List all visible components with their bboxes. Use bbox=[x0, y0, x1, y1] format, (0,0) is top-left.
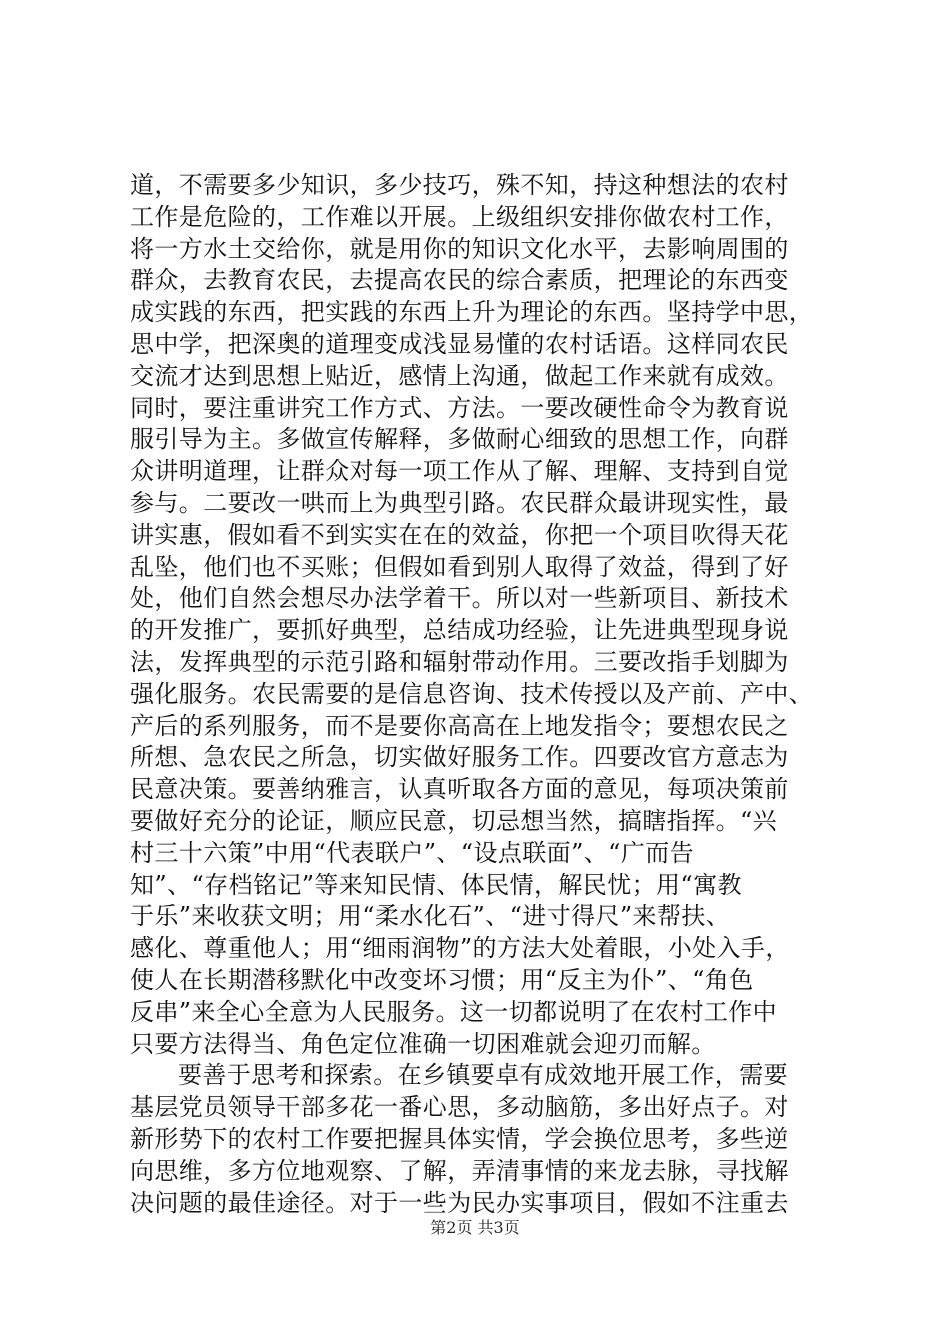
text-line: 讲实惠，假如看不到实实在在的效益，你把一个项目吹得天花 bbox=[130, 520, 789, 549]
paragraph-start-line: 要善于思考和探索。在乡镇要卓有成效地开展工作，需要 bbox=[178, 1061, 788, 1090]
text-line: 同时，要注重讲究工作方式、方法。一要改硬性命令为教育说 bbox=[130, 393, 789, 422]
text-line: 参与。二要改一哄而上为典型引路。农民群众最讲现实性，最 bbox=[130, 488, 789, 517]
text-line: 知”、“存档铭记”等来知民情、体民情，解民忧；用“寓教 bbox=[130, 870, 742, 899]
text-line: 强化服务。农民需要的是信息咨询、技术传授以及产前、产中、 bbox=[130, 679, 814, 708]
text-line: 乱坠，他们也不买账；但假如看到别人取得了效益，得到了好 bbox=[130, 552, 789, 581]
text-line: 思中学，把深奥的道理变成浅显易懂的农村话语。这样同农民 bbox=[130, 329, 789, 358]
text-line: 处，他们自然会想尽办法学着干。所以对一些新项目、新技术 bbox=[130, 584, 789, 613]
text-line: 法，发挥典型的示范引路和辐射带动作用。三要改指手划脚为 bbox=[130, 647, 789, 676]
text-line: 村三十六策”中用“代表联户”、“设点联面”、“广而告 bbox=[130, 838, 695, 867]
text-line: 道，不需要多少知识，多少技巧，殊不知，持这种想法的农村 bbox=[130, 171, 789, 199]
text-line: 民意决策。要善纳雅言，认真听取各方面的意见，每项决策前 bbox=[130, 775, 789, 804]
text-line: 反串”来全心全意为人民服务。这一切都说明了在农村工作中 bbox=[130, 997, 778, 1026]
text-line: 决问题的最佳途径。对于一些为民办实事项目，假如不注重去 bbox=[130, 1188, 789, 1217]
text-line: 基层党员领导干部多花一番心思，多动脑筋，多出好点子。对 bbox=[130, 1093, 789, 1122]
text-line: 众讲明道理，让群众对每一项工作从了解、理解、支持到自觉 bbox=[130, 457, 789, 486]
text-line: 只要方法得当、角色定位准确一切困难就会迎刃而解。 bbox=[130, 1029, 716, 1058]
text-line: 产后的系列服务，而不是要你高高在上地发指令；要想农民之 bbox=[130, 711, 789, 740]
text-line: 交流才达到思想上贴近，感情上沟通，做起工作来就有成效。 bbox=[130, 361, 789, 390]
text-line: 要做好充分的论证，顺应民意，切忌想当然，搞瞎指挥。“兴 bbox=[130, 806, 778, 835]
text-line: 的开发推广，要抓好典型，总结成功经验，让先进典型现身说 bbox=[130, 616, 789, 645]
text-line: 成实践的东西，把实践的东西上升为理论的东西。坚持学中思， bbox=[130, 298, 814, 327]
text-line: 感化、尊重他人；用“细雨润物”的方法大处着眼，小处入手， bbox=[130, 934, 790, 963]
text-line: 服引导为主。多做宣传解释，多做耐心细致的思想工作，向群 bbox=[130, 425, 789, 454]
body-text bbox=[130, 170, 830, 1219]
text-line: 工作是危险的，工作难以开展。上级组织安排你做农村工作， bbox=[130, 202, 789, 231]
text-line: 向思维，多方位地观察、了解，弄清事情的来龙去脉，寻找解 bbox=[130, 1156, 789, 1185]
text-line: 所想、急农民之所急，切实做好服务工作。四要改官方意志为 bbox=[130, 743, 789, 772]
text-line: 群众，去教育农民，去提高农民的综合素质，把理论的东西变 bbox=[130, 266, 789, 295]
text-line: 新形势下的农村工作要把握具体实情，学会换位思考，多些逆 bbox=[130, 1124, 789, 1153]
text-line: 于乐”来收获文明；用“柔水化石”、“进寸得尺”来帮扶、 bbox=[130, 902, 731, 931]
text-line: 使人在长期潜移默化中改变坏习惯；用“反主为仆”、“角色 bbox=[130, 965, 754, 994]
text-line: 将一方水土交给你，就是用你的知识文化水平，去影响周围的 bbox=[130, 234, 789, 263]
page-footer: 第2页 共3页 bbox=[430, 1218, 520, 1237]
